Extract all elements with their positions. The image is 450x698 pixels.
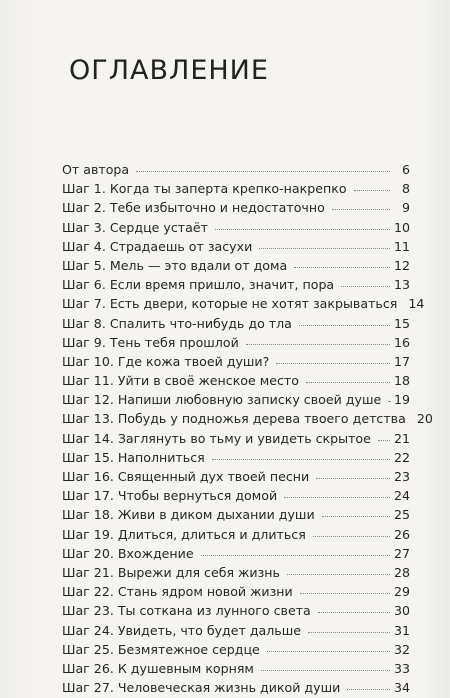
toc-entry — [62, 505, 410, 524]
toc-dot-leader — [215, 217, 390, 230]
toc-entry — [62, 678, 410, 697]
toc-dot-leader — [388, 389, 390, 402]
toc-entry-page-number: 23 — [393, 469, 410, 484]
toc-entry-page-number: 21 — [393, 430, 410, 446]
toc-entry-title: Шаг 22. Стань ядром новой жизни — [62, 584, 293, 600]
toc-entry-title: Шаг 4. Страдаешь от засухи — [62, 238, 253, 254]
toc-entry-page-number: 28 — [393, 564, 410, 580]
toc-dot-leader — [347, 677, 390, 690]
toc-entry — [62, 544, 410, 563]
toc-entry-title: Шаг 16. Священный дух твоей песни — [62, 469, 310, 484]
toc-entry — [62, 237, 410, 256]
toc-dot-leader — [284, 485, 390, 498]
toc-entry — [62, 448, 410, 467]
toc-dot-leader — [322, 504, 390, 517]
toc-entry-title: Шаг 19. Длиться, длиться и длиться — [62, 526, 306, 542]
toc-dot-leader — [300, 581, 390, 594]
toc-entry — [62, 429, 410, 448]
toc-dot-leader — [354, 178, 390, 191]
toc-entry-title: Шаг 17. Чтобы вернуться домой — [62, 488, 278, 504]
toc-entry — [62, 160, 410, 179]
toc-dot-leader — [276, 351, 390, 364]
toc-entry — [62, 333, 410, 352]
toc-entry — [62, 582, 410, 601]
toc-entry-title: Шаг 9. Тень тебя прошлой — [62, 334, 239, 350]
toc-entry — [62, 467, 410, 486]
toc-entry-page-number: 12 — [393, 257, 410, 273]
toc-dot-leader — [306, 370, 390, 383]
toc-entry — [62, 409, 433, 428]
toc-entry-page-number: 18 — [393, 373, 410, 389]
toc-entry-title: Шаг 10. Где кожа твоей души? — [62, 353, 270, 369]
toc-entry-title: Шаг 20. Вхождение — [62, 545, 194, 561]
toc-entry-page-number: 32 — [393, 641, 410, 657]
toc-entry-title: Шаг 18. Живи в диком дыхании души — [62, 507, 315, 523]
toc-entry-page-number: 13 — [393, 277, 410, 293]
toc-entry-page-number: 6 — [401, 162, 410, 177]
toc-entry-title: Шаг 1. Когда ты заперта крепко-накрепко — [62, 181, 347, 197]
toc-entry-page-number: 22 — [393, 449, 410, 465]
toc-entry-page-number: 10 — [393, 219, 410, 235]
toc-dot-leader — [267, 639, 390, 652]
toc-entry-page-number: 17 — [393, 353, 410, 369]
toc-entry-page-number: 24 — [393, 488, 410, 504]
toc-entry — [62, 601, 410, 620]
toc-entry-title: Шаг 8. Спалить что-нибудь до тла — [62, 315, 292, 331]
toc-entry-title: Шаг 24. Увидеть, что будет дальше — [62, 622, 302, 638]
toc-entry — [62, 294, 425, 313]
toc-entry-title: От автора — [62, 162, 130, 177]
toc-entry-title: Шаг 14. Заглянуть во тьму и увидеть скрытое — [62, 430, 371, 446]
toc-entry-title: Шаг 25. Безмятежное сердце — [62, 641, 260, 657]
toc-entry-page-number: 29 — [393, 584, 410, 600]
toc-entry-title: Шаг 27. Человеческая жизнь дикой души — [62, 680, 341, 696]
toc-entry-title: Шаг 5. Мель — это вдали от дома — [62, 257, 288, 273]
toc-dot-leader — [212, 447, 390, 460]
toc-dot-leader — [299, 313, 390, 326]
toc-entry — [62, 218, 410, 237]
toc-entry-page-number: 34 — [393, 680, 410, 696]
toc-entry — [62, 352, 410, 371]
toc-entry — [62, 314, 410, 333]
page-title: ОГЛАВЛЕНИЕ — [69, 55, 269, 86]
toc-entry-title: Шаг 12. Напиши любовную записку своей душе — [62, 392, 382, 408]
toc-entry — [62, 371, 410, 390]
toc-dot-leader — [341, 274, 390, 287]
toc-entry-title: Шаг 7. Есть двери, которые не хотят закрываться — [62, 296, 398, 312]
toc-entry-title: Шаг 21. Вырежи для себя жизнь — [62, 564, 280, 580]
toc-entry — [62, 659, 410, 678]
toc-dot-leader — [308, 620, 390, 633]
toc-entry-page-number: 8 — [401, 181, 410, 197]
toc-dot-leader — [332, 197, 390, 210]
toc-entry-page-number: 15 — [393, 315, 410, 331]
toc-entry-page-number: 25 — [393, 507, 410, 523]
toc-entry — [62, 179, 410, 198]
toc-entry — [62, 621, 410, 640]
toc-dot-leader — [378, 428, 390, 441]
toc-entry-page-number: 26 — [393, 526, 410, 542]
toc-entry-page-number: 14 — [408, 296, 425, 312]
toc-entry-page-number: 27 — [393, 545, 410, 561]
toc-entry-title: Шаг 3. Сердце устаёт — [62, 219, 208, 235]
toc-entry — [62, 640, 410, 659]
toc-entry-page-number: 19 — [393, 392, 410, 408]
toc-entry-page-number: 31 — [393, 622, 410, 638]
toc-entry-page-number: 9 — [401, 200, 410, 216]
toc-dot-leader — [294, 255, 390, 268]
toc-entry-page-number: 20 — [416, 411, 433, 427]
toc-entry-page-number: 33 — [393, 660, 410, 676]
toc-entry-title: Шаг 6. Если время пришло, значит, пора — [62, 277, 335, 293]
toc-entry-title: Шаг 23. Ты соткана из лунного света — [62, 603, 311, 619]
toc-entry — [62, 256, 410, 275]
toc-dot-leader — [136, 159, 390, 172]
toc-entry-title: Шаг 26. К душевным корням — [62, 660, 254, 676]
toc-entry-title: Шаг 15. Наполниться — [62, 449, 205, 465]
toc-entry-page-number: 30 — [393, 603, 410, 619]
toc-dot-leader — [287, 562, 390, 575]
toc-entry-title: Шаг 2. Тебе избыточно и недостаточно — [62, 200, 325, 216]
toc-dot-leader — [201, 543, 390, 556]
toc-entry-title: Шаг 11. Уйти в своё женское место — [62, 373, 299, 389]
toc-entry — [62, 275, 410, 294]
toc-dot-leader — [318, 600, 390, 613]
toc-dot-leader — [246, 332, 390, 345]
toc-dot-leader — [313, 524, 390, 537]
toc-entry — [62, 198, 410, 217]
toc-entry-title: Шаг 13. Побудь у подножья дерева твоего детства — [62, 411, 406, 427]
toc-entry-page-number: 16 — [393, 334, 410, 350]
toc-dot-leader — [259, 236, 390, 249]
toc-entry — [62, 390, 410, 409]
table-of-contents — [62, 160, 433, 697]
toc-entry — [62, 525, 410, 544]
toc-dot-leader — [316, 466, 390, 479]
toc-dot-leader — [261, 658, 390, 671]
toc-entry-page-number: 11 — [393, 238, 410, 254]
toc-entry — [62, 486, 410, 505]
toc-entry — [62, 563, 410, 582]
